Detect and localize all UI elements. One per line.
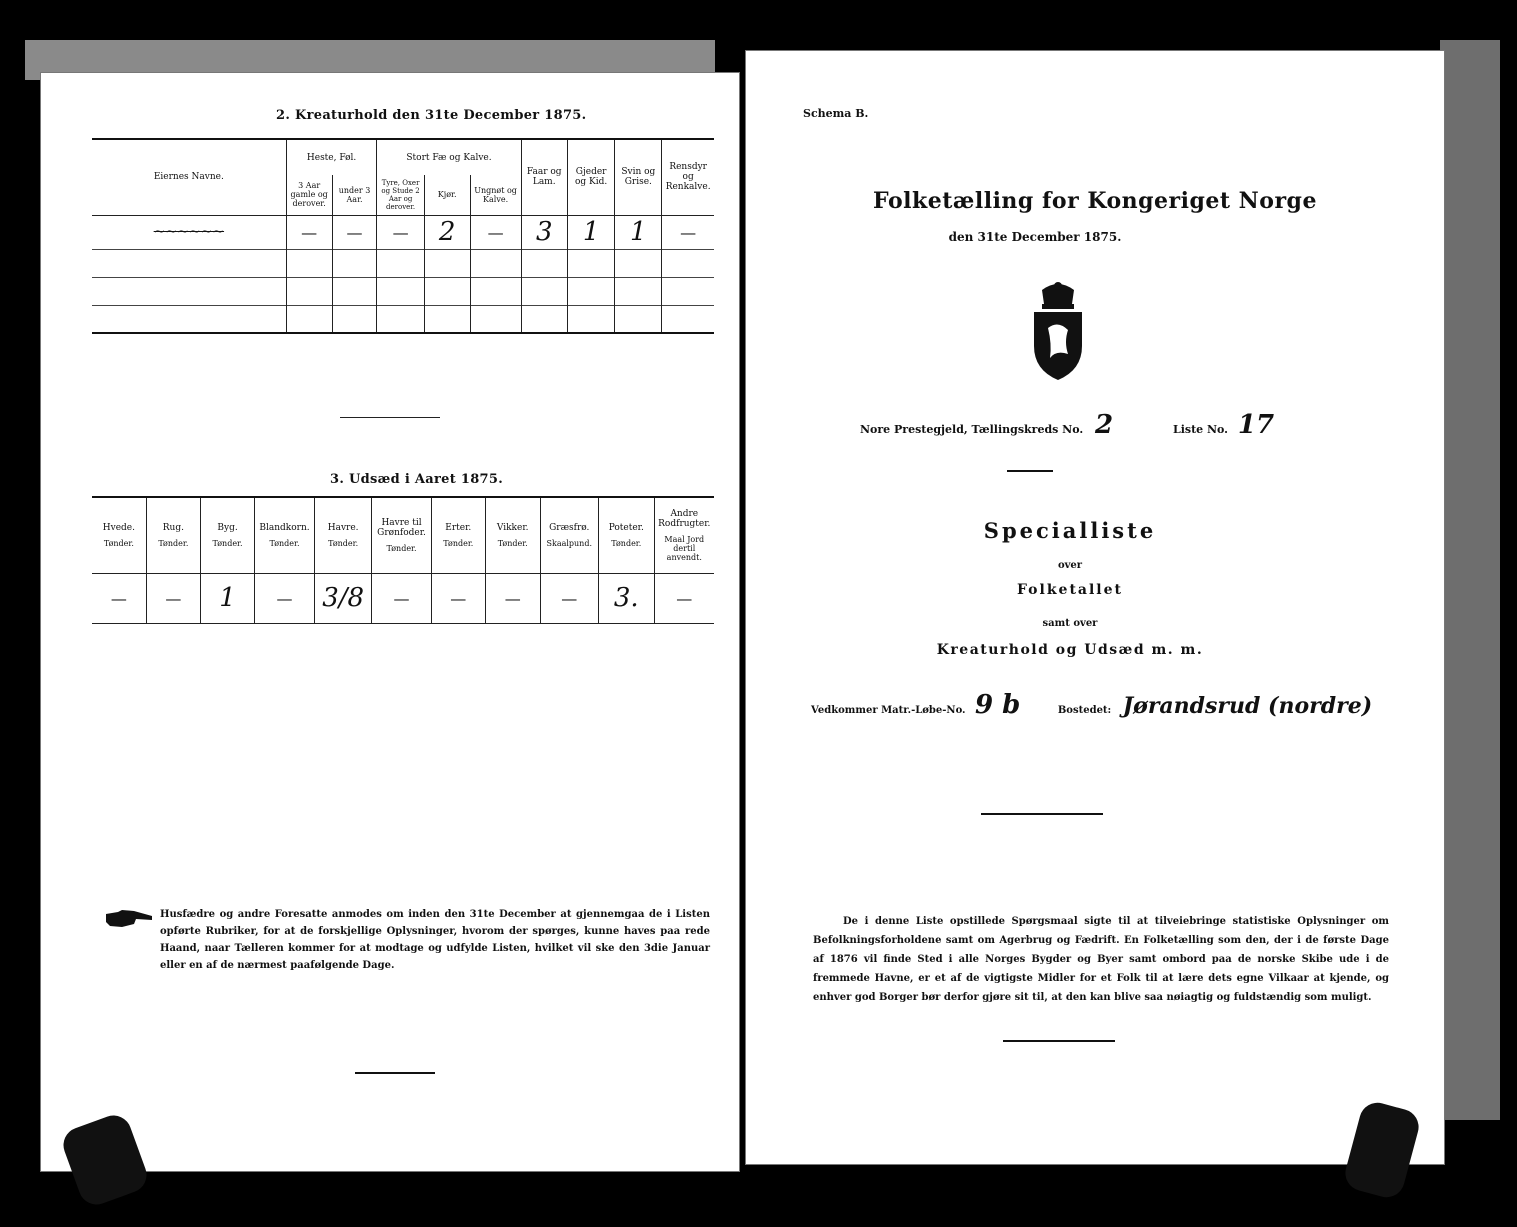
seed-value: — (504, 588, 521, 608)
seed-col-header (92, 497, 146, 573)
seed-col-header (372, 497, 431, 573)
seed-col-name: Andre Rodfrugter. (658, 508, 711, 529)
seed-col-unit: Tønder. (386, 543, 417, 553)
seed-value: 3. (613, 583, 639, 613)
seed-col-unit: Tønder. (269, 538, 300, 548)
table-row (92, 277, 714, 305)
seed-value-cell (200, 573, 254, 623)
under-sheet-right (1440, 40, 1500, 1120)
seed-value: — (165, 588, 182, 608)
seed-col-header (255, 497, 315, 573)
seed-col-name: Hvede. (102, 522, 135, 533)
liste-number: 17 (1237, 410, 1275, 440)
seed-value: — (450, 588, 467, 608)
seed-col-unit: Maal Jord dertil anvendt. (664, 534, 705, 562)
bottom-note: De i denne Liste opstillede Spørgsmaal sigte til at tilveiebringe statistiske Oplysninger om Befolkningsforholdene samt om Agerbrug og Fædrift. En Folketælling som den, der i de første Dage af 1876 vil finde Sted i alle Norges Bygder og Byer samt ombord paa de norske Skibe ude i de fremmede Havne, er et af de vigtigste Midler for et Folk til at lære dets egne Vilkaar at kjende, og enhver god Borger bør derfor gjøre sit til, at den kan blive saa nøiagtig og fuldstændig som muligt. (813, 916, 1389, 1003)
col-svin-header: Svin og Grise. (615, 139, 662, 215)
seed-col-header (146, 497, 200, 573)
seed-value-cell (431, 573, 485, 623)
seed-col-header (314, 497, 371, 573)
seed-col-header (654, 497, 714, 573)
seed-col-name: Blandkorn. (259, 522, 310, 533)
seed-col-unit: Tønder. (497, 538, 528, 548)
col-fae-a: Tyre, Oxer og Stude 2 Aar og derover. (377, 175, 424, 215)
col-fae-b: Kjør. (424, 175, 470, 215)
seed-value: — (393, 588, 410, 608)
seed-value-cell (92, 573, 146, 623)
seed-value-cell (146, 573, 200, 623)
seed-col-name: Rug. (162, 522, 184, 533)
bostedet-value: Jørandsrud (nordre) (1122, 693, 1373, 719)
seed-col-header (598, 497, 654, 573)
matr-number: 9 b (975, 690, 1021, 720)
seed-value: — (561, 588, 578, 608)
seed-value-cell (540, 573, 598, 623)
separator-line (1007, 470, 1053, 472)
col-heste-a: 3 Aar gamle og derover. (286, 175, 332, 215)
bostedet-label: Bostedet: (1057, 705, 1112, 716)
matr-label: Vedkommer Matr.-Løbe-No. (811, 705, 966, 716)
seed-value: — (676, 588, 693, 608)
seed-value: — (110, 588, 127, 608)
seed-col-name: Græsfrø. (549, 522, 590, 533)
seed-col-unit: Tønder. (103, 538, 134, 548)
col-gjeder-header: Gjeder og Kid. (567, 139, 614, 215)
footer-line (1003, 1040, 1115, 1042)
instruction-note: Husfædre og andre Foresatte anmodes om inden den 31te December at gjennemgaa de i Listen opførte Rubriker, for at de forskjellige Oplysninger, hvorom der spørges, kunne haves paa rede Haand, naar Tælleren kommer for at modtage og udfylde Listen, hvilket vil ske den 3die Januar eller en af de nærmest paafølgende Dage. (160, 909, 710, 971)
seed-col-header (540, 497, 598, 573)
table-row (92, 249, 714, 277)
section2-title: 2. Kreaturhold den 31te December 1875. (276, 108, 587, 123)
rensdyr-cell: — (662, 215, 714, 249)
folketallet-heading: Folketallet (1017, 582, 1123, 598)
kreds-number: 2 (1095, 410, 1114, 440)
col-stortfae-header: Stort Fæ og Kalve. (377, 139, 521, 175)
seed-value: — (276, 588, 293, 608)
seed-col-unit: Tønder. (443, 538, 474, 548)
samt-over-label: samt over (1042, 618, 1098, 629)
schema-label: Schema B. (803, 107, 869, 120)
district-line (860, 410, 1274, 440)
col-rensdyr-header: Rensdyr og Renkalve. (662, 139, 714, 215)
seed-value-cell (372, 573, 431, 623)
main-title: Folketælling for Kongeriget Norge (873, 188, 1317, 214)
pointing-hand-icon (104, 908, 154, 930)
seed-col-unit: Tønder. (328, 538, 359, 548)
seed-col-unit: Tønder. (158, 538, 189, 548)
section3-title: 3. Udsæd i Aaret 1875. (330, 472, 504, 487)
seed-col-header (431, 497, 485, 573)
heste-a-cell: — (286, 215, 332, 249)
seed-col-unit: Skaalpund. (546, 538, 592, 548)
subtitle: den 31te December 1875. (948, 230, 1122, 244)
seed-col-unit: Tønder. (212, 538, 243, 548)
seed-col-header (200, 497, 254, 573)
seed-col-name: Vikker. (496, 522, 529, 533)
col-heste-header: Heste, Føl. (286, 139, 377, 175)
seed-col-name: Erter. (445, 522, 472, 533)
table-row (92, 215, 714, 249)
liste-label: Liste No. (1172, 423, 1229, 436)
left-page (40, 72, 740, 1172)
seed-value-cell (314, 573, 371, 623)
seed-col-name: Havre. (327, 522, 359, 533)
kreaturhold-heading: Kreaturhold og Udsæd m. m. (936, 642, 1204, 658)
col-fae-c: Ungnøt og Kalve. (470, 175, 521, 215)
col-owner-header: Eiernes Navne. (92, 139, 286, 215)
col-heste-b: under 3 Aar. (332, 175, 377, 215)
seed-value: 1 (219, 583, 236, 613)
seed-col-name: Havre til Grønfoder. (377, 517, 426, 538)
gjeder-cell: 1 (567, 215, 614, 249)
heste-b-cell: — (332, 215, 377, 249)
seed-col-unit: Tønder. (611, 538, 642, 548)
seed-col-name: Poteter. (608, 522, 644, 533)
faar-cell: 3 (521, 215, 567, 249)
coat-of-arms-icon (1028, 280, 1088, 384)
seed-value: 3/8 (322, 583, 365, 613)
table-row (92, 305, 714, 333)
seed-value-cell (485, 573, 540, 623)
seed-value-cell (654, 573, 714, 623)
separator-line (981, 813, 1103, 815)
fae-b-cell: 2 (424, 215, 470, 249)
seed-table (92, 496, 714, 624)
district-prefix: Nore Prestegjeld, Tællingskreds No. (860, 423, 1084, 436)
footer-line (355, 1072, 435, 1074)
livestock-table (92, 138, 714, 334)
table-row (92, 573, 714, 623)
specialliste-heading: Specialliste (983, 518, 1157, 543)
seed-col-name: Byg. (217, 522, 238, 533)
seed-value-cell (255, 573, 315, 623)
seed-value-cell (598, 573, 654, 623)
seed-col-header (485, 497, 540, 573)
fae-a-cell: — (377, 215, 424, 249)
fae-c-cell: — (470, 215, 521, 249)
owner-cell: ~~~~~~ (92, 215, 286, 249)
col-faar-header: Faar og Lam. (521, 139, 567, 215)
right-page (745, 50, 1445, 1165)
over-label: over (1057, 560, 1083, 571)
svin-cell: 1 (615, 215, 662, 249)
matr-line (811, 690, 1372, 720)
separator-line (340, 417, 440, 418)
